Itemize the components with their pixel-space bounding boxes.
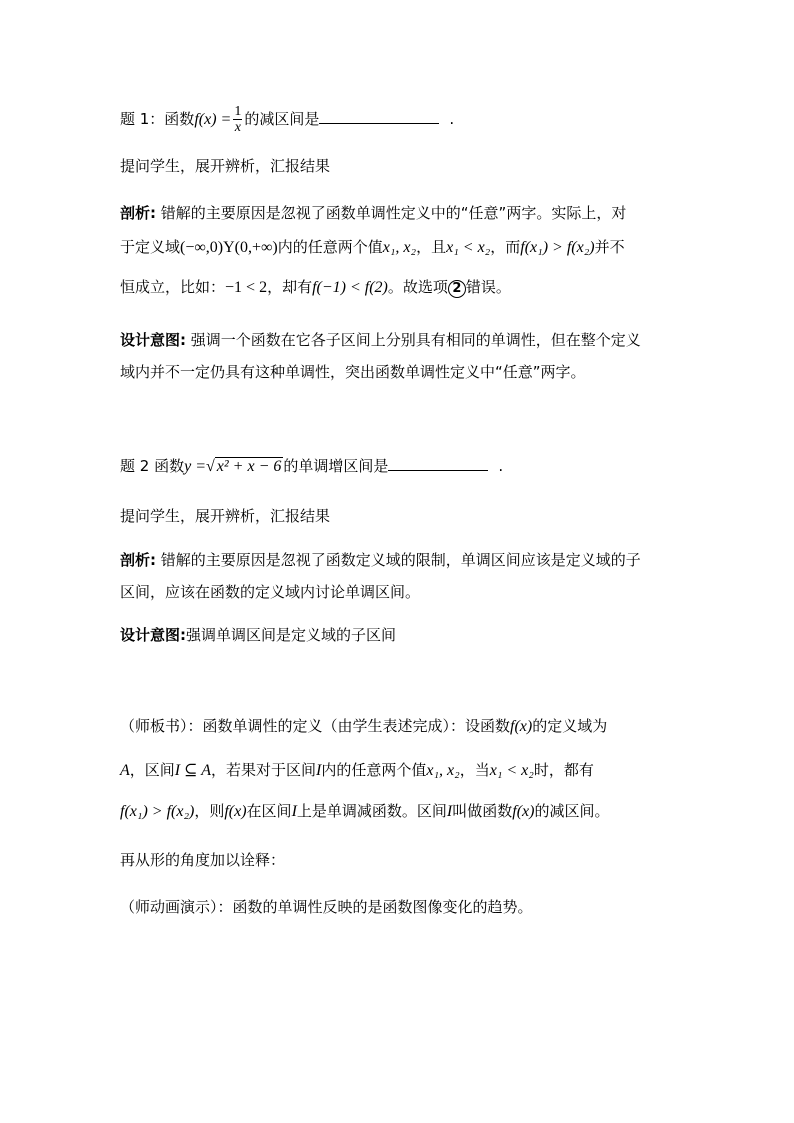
intent-title: 设计意图: — [120, 331, 186, 349]
q1-analysis-line-2: 于定义域(−∞,0)Y(0,+∞)内的任意两个值x₁, x₂，且x₁ < x₂，而f(x₁) > f(x₂)并不 — [120, 238, 625, 256]
board-line-3: f(x₁) > f(x₂)，则f(x)在区间I上是单调减函数。区间I叫做函数f(x)的减区间。 — [120, 802, 610, 820]
q1-tail: 的减区间是 — [244, 110, 320, 128]
q2-intent: 设计意图:强调单调区间是定义域的子区间 — [120, 626, 397, 644]
analysis-title: 剖析: — [120, 204, 156, 222]
q2-ask: 提问学生，展开辨析，汇报结果 — [120, 507, 331, 525]
board-line-2: A，区间I ⊆ A，若果对于区间I内的任意两个值x₁, x₂，当x₁ < x₂时，都有 — [120, 761, 594, 779]
q1-analysis-line-1: 剖析: 错解的主要原因是忽视了函数单调性定义中的“任意”两字。实际上，对 — [120, 204, 627, 222]
q1-analysis-line-3: 恒成立，比如：−1 < 2，却有f(−1) < f(2)。故选项 2 错误。 — [120, 278, 511, 296]
q2-analysis-line-2: 区间，应该在函数的定义域内讨论单调区间。 — [120, 583, 421, 601]
q1-intent-line-2: 域内并不一定仍具有这种单调性，突出函数单调性定义中“任意”两字。 — [120, 363, 586, 381]
board-line-1: （师板书）：函数单调性的定义（由学生表述完成）：设函数f(x)的定义域为 — [120, 717, 608, 735]
question-1-label: 题 1：函数 — [120, 110, 195, 128]
q1-ask: 提问学生，展开辨析，汇报结果 — [120, 157, 331, 175]
option-number-badge: 2 — [448, 280, 466, 298]
q1-answer-blank[interactable] — [319, 109, 439, 124]
q2-analysis-line-1: 剖析: 错解的主要原因是忽视了函数定义域的限制，单调区间应该是定义域的子 — [120, 551, 641, 569]
question-1: 题 1：函数f(x) = $\frac{1}{x}$ 的减区间是 . — [120, 104, 455, 135]
q2-answer-blank[interactable] — [388, 456, 488, 471]
q2-sqrt: √ x² + x − 6 — [206, 458, 282, 475]
question-2: 题 2 函数y =√ x² + x − 6 的单调增区间是 . — [120, 457, 504, 475]
q1-fraction: $\frac{1}{x}$ — [234, 104, 242, 135]
explain-line: 再从形的角度加以诠释： — [120, 851, 286, 869]
q1-intent-line-1: 设计意图: 强调一个函数在它各子区间上分别具有相同的单调性，但在整个定义 — [120, 331, 641, 349]
question-2-label: 题 2 函数 — [120, 457, 185, 475]
q1-function: f(x) = — [194, 111, 232, 128]
animation-line: （师动画演示）：函数的单调性反映的是函数图像变化的趋势。 — [120, 898, 533, 916]
